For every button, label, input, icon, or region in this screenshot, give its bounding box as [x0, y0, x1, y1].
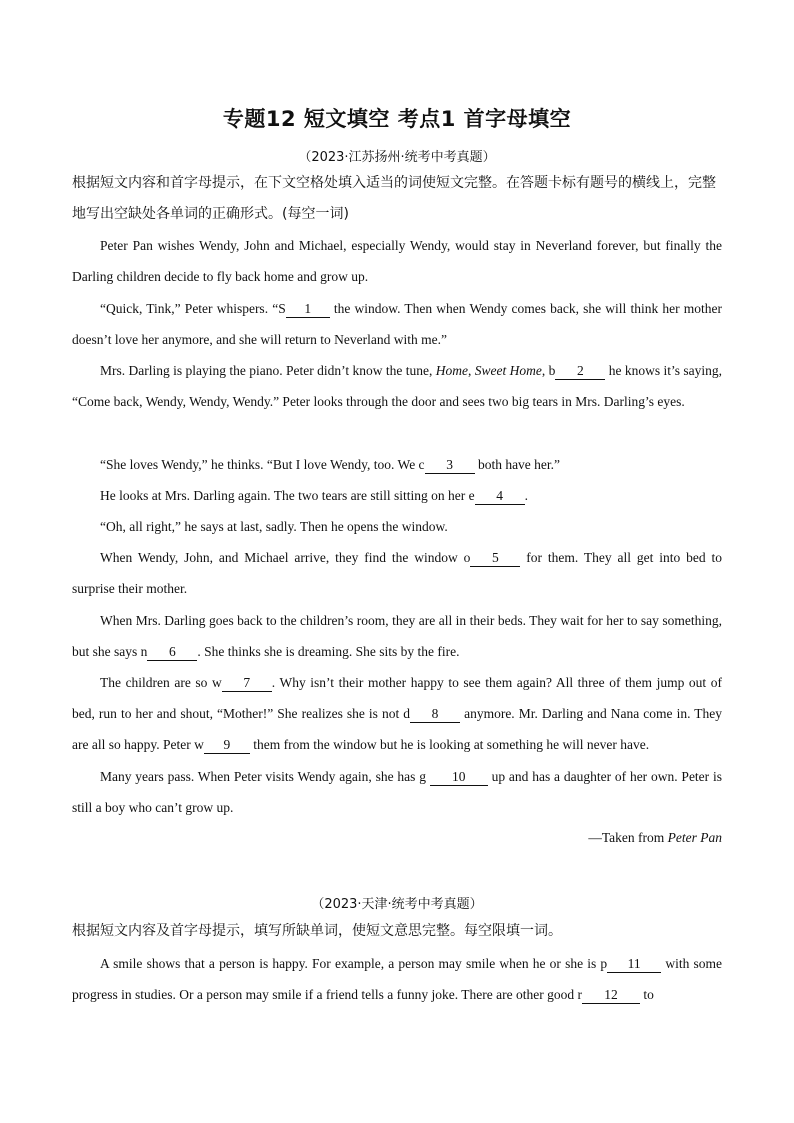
text: , b [541, 363, 556, 378]
text: A smile shows that a person is happy. For example, a person may smile when he or she is p [100, 956, 608, 971]
instruction-line-1: 根据短文内容和首字母提示，在下文空格处填入适当的词使短文完整。在答题卡标有题号的横线上，完整 [72, 175, 716, 191]
paragraph-4 [72, 449, 722, 480]
text: with some progress in studies. Or a person may smile if a friend tells a funny joke. There are other good r [72, 956, 722, 1003]
paragraph-3 [72, 355, 722, 417]
blank-12[interactable]: 12 [582, 987, 640, 1004]
text: up and has a daughter of her own. Peter is still a boy who can’t grow up. [72, 769, 722, 816]
instruction-2: 根据短文内容及首字母提示，填写所缺单词，使短文意思完整。每空限填一词。 [72, 923, 562, 939]
text: anymore. Mr. Darling and Nana come in. They are all so happy. Peter w [72, 706, 722, 753]
text: both have her.” [474, 457, 561, 472]
text: for them. They all get into bed to surprise their mother. [72, 550, 722, 597]
source-label-1: （2023·江苏扬州·统考中考真题） [298, 150, 496, 165]
blank-11[interactable]: 11 [607, 956, 661, 973]
blank-9[interactable]: 9 [204, 737, 250, 754]
blank-7[interactable]: 7 [222, 675, 272, 692]
instruction-line-2: 地写出空缺处各单词的正确形式。(每空一词) [72, 206, 349, 222]
blank-2[interactable]: 2 [555, 363, 605, 380]
text: When Wendy, John, and Michael arrive, they find the window o [100, 550, 471, 565]
text: When Mrs. Darling goes back to the children’s room, they are all in their beds. They wait for her to say something, but she says n [72, 613, 722, 660]
text: the window. Then when Wendy comes back, she will think her mother doesn’t love her anymore, and she will return to Neverland with me.” [72, 301, 722, 348]
book-title: Peter Pan [667, 830, 722, 845]
text: he knows it’s saying, “Come back, Wendy, Wendy, Wendy.” Peter looks through the door and sees two big tears in Mrs. Darling’s eyes. [72, 363, 723, 410]
paragraph-9 [72, 667, 722, 761]
text: Many years pass. When Peter visits Wendy again, she has g [100, 769, 430, 784]
instruction-1 [72, 168, 722, 230]
blank-1[interactable]: 1 [286, 301, 330, 318]
blank-10[interactable]: 10 [430, 769, 488, 786]
text: them from the window but he is looking at something he will never have. [249, 737, 650, 753]
paragraph-10 [72, 761, 722, 823]
text: . Why isn’t their mother happy to see them again? All three of them jump out of bed, run to her and shout, “Mother!” She realizes she is not d [72, 675, 723, 722]
paragraph-11 [72, 948, 722, 1010]
source-credit [588, 830, 722, 846]
blank-4[interactable]: 4 [475, 488, 525, 505]
tune-name: Home [435, 363, 468, 378]
text: He looks at Mrs. Darling again. The two tears are still sitting on her e [100, 488, 475, 503]
text: . [524, 488, 529, 503]
paragraph-6: “Oh, all right,” he says at last, sadly. Then he opens the window. [100, 519, 448, 534]
text: to [639, 987, 654, 1003]
text: , [468, 363, 475, 378]
paragraph-7 [72, 542, 722, 604]
paragraph-8 [72, 605, 722, 667]
page-title: 专题12 短文填空 考点1 首字母填空 [222, 107, 572, 131]
text: . She thinks she is dreaming. She sits by the fire. [197, 644, 460, 660]
text: —Taken from [588, 830, 668, 845]
text: The children are so w [100, 675, 222, 690]
blank-6[interactable]: 6 [147, 644, 197, 661]
text: Mrs. Darling is playing the piano. Peter didn’t know the tune, [100, 363, 436, 378]
source-label-2: （2023·天津·统考中考真题） [311, 897, 483, 912]
blank-3[interactable]: 3 [425, 457, 475, 474]
paragraph-5 [72, 480, 722, 511]
paragraph-2 [72, 293, 722, 355]
blank-8[interactable]: 8 [410, 706, 460, 723]
text: “She loves Wendy,” he thinks. “But I love Wendy, too. We c [100, 457, 425, 472]
blank-5[interactable]: 5 [470, 550, 520, 567]
tune-name: Sweet Home [474, 363, 542, 378]
text: “Quick, Tink,” Peter whispers. “S [100, 301, 286, 316]
paragraph-1: Peter Pan wishes Wendy, John and Michael, especially Wendy, would stay in Neverland forever, but finally the Darling children decide to fly back home and grow up. [72, 238, 722, 285]
